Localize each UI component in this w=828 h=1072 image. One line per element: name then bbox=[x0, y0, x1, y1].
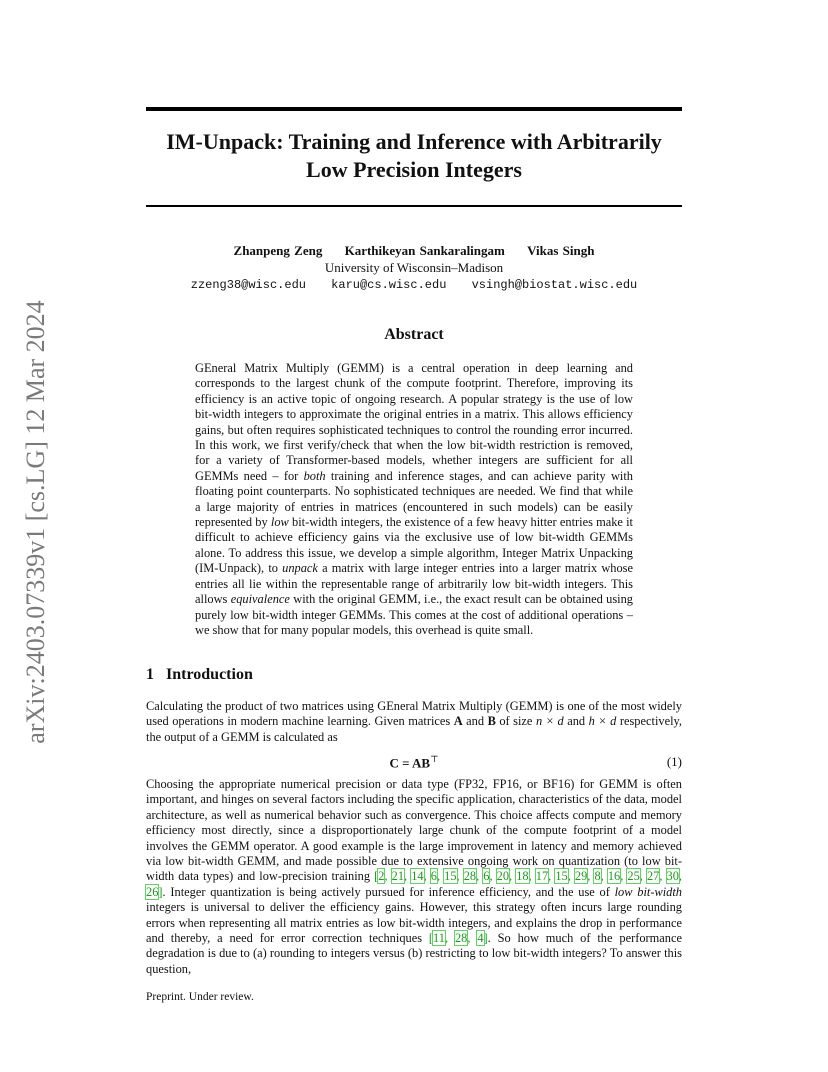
abstract-text bbox=[195, 361, 633, 638]
equation-expression bbox=[146, 754, 682, 771]
citation-separator: , bbox=[436, 869, 445, 884]
abstract-segment: bit-width integers, the existence of a few heavy hitter entries make it difficult to achieve efficiency gains via the exclusive use of low bit-width GEMMs alone. To address this issue, we develop a simple algorithm, Integer Matrix Unpacking (IM-Unpack), to bbox=[195, 515, 634, 576]
citation-bracket: [ bbox=[428, 931, 434, 946]
citation-separator: , bbox=[404, 869, 412, 884]
author-name: Zhanpeng Zeng bbox=[233, 243, 323, 258]
body-segment: of size bbox=[495, 714, 536, 729]
citation-separator: , bbox=[600, 869, 608, 884]
preprint-footer: Preprint. Under review. bbox=[146, 991, 254, 1003]
citation-separator: , bbox=[639, 869, 647, 884]
body-segment: Choosing the appropriate numerical precision or data type (FP32, FP16, or BF16) for GEMM is often important, and hinges on several factors including the specific application, characteristics of the data, model architecture, as well as numerical behavior such as convergence. This choice affects compute and memory efficiency most directly, since a disproportionately large chunk of the compute footprint of a model involves the GEMM operator. A good example is the large improvement in latency and memory achieved via low bit-width GEMM, and made possible due to extensive ongoing work on quantization (to low bit-width data types) and low-precision training bbox=[146, 777, 682, 884]
author-names bbox=[146, 242, 682, 259]
abstract-segment: with the original GEMM, i.e., the exact result can be obtained using purely low bit-width integer GEMMs. This comes at the cost of additional operations – we show that for many popular models, this overhead is quite small. bbox=[195, 592, 634, 637]
citation-separator: , bbox=[489, 869, 497, 884]
citation-separator: , bbox=[444, 931, 455, 946]
citation-link[interactable]: 20 bbox=[496, 869, 510, 884]
citation-link[interactable]: 30 bbox=[666, 869, 679, 884]
body-segment: integers is universal to deliver the efficiency gains. However, this strategy often incurs large rounding errors when representing all matrix entries as low bit-width integers, and explains the drop in performance and thereby, a need for error correction techniques bbox=[146, 900, 682, 946]
abstract-segment: training and inference stages, and can achieve parity with floating point counterparts. No sophisticated techniques are needed. We find that while a large majority of entries in matrices (encountered in such models) can be easily represented by bbox=[195, 468, 634, 530]
title-line-1: IM-Unpack: Training and Inference with Arbitrarily bbox=[166, 129, 662, 154]
arxiv-identifier: arXiv:2403.07339v1 [cs.LG] 12 Mar 2024 bbox=[21, 300, 50, 744]
math-symbol: A bbox=[453, 714, 463, 729]
author-email: vsingh@biostat.wisc.edu bbox=[471, 278, 638, 292]
equation-body: C = AB bbox=[389, 755, 431, 771]
citation-separator: , bbox=[659, 869, 667, 884]
title-bottom-rule bbox=[146, 205, 682, 207]
citation-link[interactable]: 14 bbox=[411, 869, 424, 884]
body-emphasis: low bit-width bbox=[614, 884, 683, 899]
citation-bracket: ] bbox=[158, 884, 163, 899]
citation-link[interactable]: 29 bbox=[574, 869, 588, 884]
abstract-segment: GEneral Matrix Multiply (GEMM) is a central operation in deep learning and corresponds to the largest chunk of the compute footprint. Therefore, improving its efficiency is an active topic of ongoing research. A popular strategy is the use of low bit-width integers to approximate the original entries in a matrix. This allows efficiency gains, but often requires sophisticated techniques to control the rounding error incurred. In this work, we first verify/check that when the low bit-width restriction is removed, for a variety of Transformer-based models, whether integers are sufficient for all GEMMs need – for bbox=[195, 361, 633, 483]
citation-separator: , bbox=[548, 869, 556, 884]
citation-link[interactable]: 15 bbox=[444, 869, 457, 884]
citation-separator: , bbox=[567, 869, 575, 884]
citation-link[interactable]: 11 bbox=[433, 931, 445, 946]
citation-link[interactable]: 6 bbox=[483, 869, 490, 884]
author-emails bbox=[146, 277, 682, 294]
title-top-rule bbox=[146, 107, 682, 111]
citation-list bbox=[433, 931, 483, 945]
citation-link[interactable]: 18 bbox=[516, 869, 529, 884]
abstract-emphasis: low bbox=[270, 515, 289, 530]
citation-link[interactable]: 6 bbox=[430, 869, 437, 884]
section-title: Introduction bbox=[166, 666, 253, 683]
equation-1 bbox=[146, 754, 682, 772]
author-email: karu@cs.wisc.edu bbox=[331, 278, 447, 292]
abstract-heading: Abstract bbox=[384, 326, 444, 343]
author-block bbox=[146, 242, 682, 294]
transpose-symbol: ⊤ bbox=[430, 754, 439, 764]
citation-separator: , bbox=[587, 869, 595, 884]
citation-separator: , bbox=[384, 869, 392, 884]
citation-link[interactable]: 4 bbox=[477, 931, 484, 946]
citation-separator: , bbox=[476, 869, 484, 884]
abstract-emphasis: equivalence bbox=[230, 592, 290, 607]
author-email: zzeng38@wisc.edu bbox=[190, 278, 306, 292]
body-segment: . Integer quantization is being actively pursued for inference efficiency, and the use of bbox=[162, 884, 615, 899]
citation-link[interactable]: 17 bbox=[535, 869, 549, 884]
citation-link[interactable]: 21 bbox=[391, 869, 405, 884]
body-segment: and bbox=[563, 714, 589, 729]
equation-number: (1) bbox=[666, 754, 682, 769]
citation-bracket: [ bbox=[374, 869, 379, 884]
citation-separator: , bbox=[423, 869, 431, 884]
author-name: Vikas Singh bbox=[527, 243, 595, 258]
citation-link[interactable]: 28 bbox=[454, 931, 468, 946]
paper-title bbox=[146, 128, 682, 184]
affiliation: University of Wisconsin–Madison bbox=[324, 260, 504, 275]
body-segment: Calculating the product of two matrices using GEneral Matrix Multiply (GEMM) is one of the most widely used operations in modern machine learning. Given matrices bbox=[146, 699, 682, 729]
body-segment: respectively, the output of a GEMM is calculated as bbox=[146, 714, 683, 744]
citation-separator: , bbox=[528, 869, 536, 884]
citation-link[interactable]: 28 bbox=[463, 869, 477, 884]
section-number: 1 bbox=[146, 666, 154, 683]
abstract-emphasis: both bbox=[303, 468, 326, 483]
math-expression: h × d bbox=[588, 714, 617, 729]
section-heading-introduction bbox=[146, 666, 253, 684]
citation-separator: , bbox=[678, 869, 682, 884]
title-line-2: Low Precision Integers bbox=[306, 157, 522, 182]
citation-link[interactable]: 25 bbox=[627, 869, 640, 884]
citation-separator: , bbox=[509, 869, 517, 884]
citation-separator: , bbox=[620, 869, 628, 884]
citation-link[interactable]: 8 bbox=[594, 869, 601, 884]
citation-link[interactable]: 16 bbox=[607, 869, 621, 884]
body-segment: . So how much of the performance degradation is due to (a) rounding to integers versus (b) restricting to low bit-width integers? To answer this question, bbox=[146, 931, 682, 976]
abstract-segment: a matrix with large integer entries into a larger matrix whose entries all lie within the representable range of arbitrarily low bit-width integers. This allows bbox=[195, 561, 633, 607]
abstract-emphasis: unpack bbox=[282, 561, 318, 576]
author-name: Karthikeyan Sankaralingam bbox=[344, 243, 505, 258]
intro-paragraph-1 bbox=[146, 699, 682, 745]
body-segment: and bbox=[462, 714, 488, 729]
math-expression: n × d bbox=[535, 714, 564, 729]
citation-separator: , bbox=[467, 931, 478, 946]
intro-paragraph-2 bbox=[146, 777, 682, 977]
citation-separator: , bbox=[456, 869, 464, 884]
citation-link[interactable]: 26 bbox=[146, 884, 159, 899]
citation-link[interactable]: 15 bbox=[555, 869, 568, 884]
math-symbol: B bbox=[487, 714, 496, 729]
citation-bracket: ] bbox=[483, 931, 488, 946]
citation-link[interactable]: 2 bbox=[378, 869, 385, 884]
citation-link[interactable]: 27 bbox=[646, 869, 660, 884]
